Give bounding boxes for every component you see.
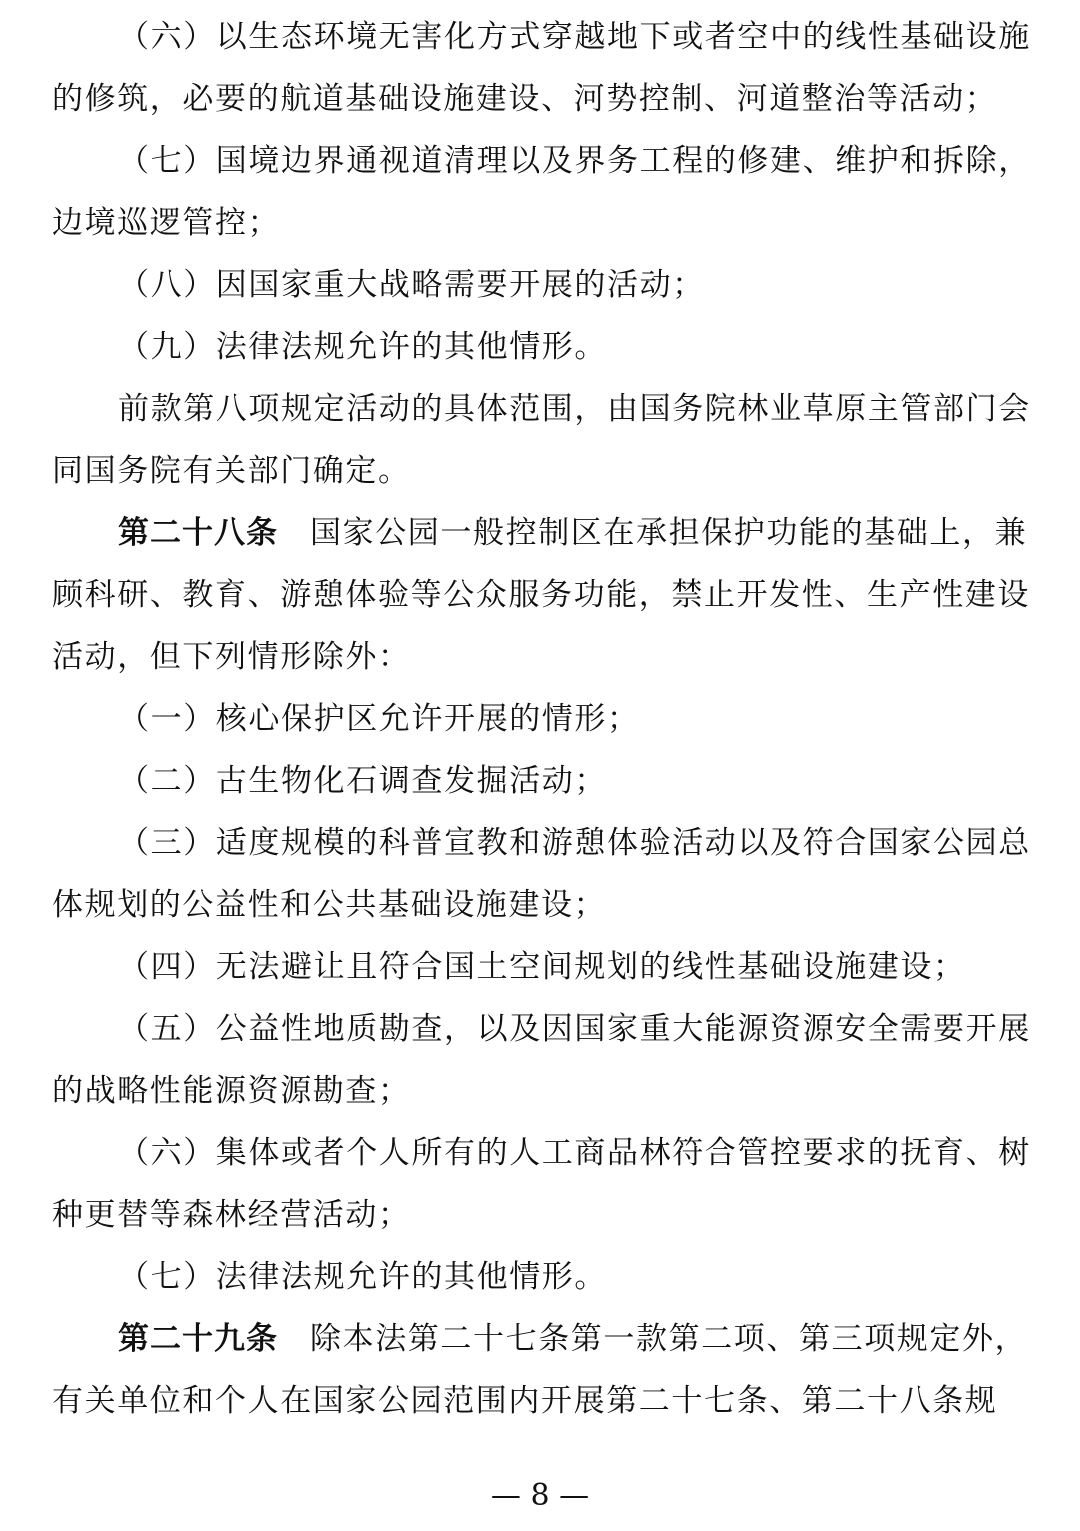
list-item-6b: （六）集体或者个人所有的人工商品林符合管控要求的抚育、树种更替等森林经营活动； xyxy=(52,1135,1031,1233)
list-item-6: （六）以生态环境无害化方式穿越地下或者空中的线性基础设施的修筑，必要的航道基础设施建设、河势控制、河道整治等活动； xyxy=(52,19,1031,117)
list-item-7: （七）国境边界通视道清理以及界务工程的修建、维护和拆除，边境巡逻管控； xyxy=(52,143,1031,241)
list-item-9: （九）法律法规允许的其他情形。 xyxy=(118,329,607,365)
list-item-4: （四）无法避让且符合国土空间规划的线性基础设施建设； xyxy=(118,949,966,985)
list-item-8: （八）因国家重大战略需要开展的活动； xyxy=(118,267,705,303)
page-number: — 8 — xyxy=(490,1478,590,1513)
list-item-3: （三）适度规模的科普宣教和游憩体验活动以及符合国家公园总体规划的公益性和公共基础设施建设； xyxy=(52,825,1031,923)
list-item-1: （一）核心保护区允许开展的情形； xyxy=(118,701,640,737)
article-29-heading: 第二十九条 xyxy=(118,1321,278,1357)
article-28-heading: 第二十八条 xyxy=(118,515,278,551)
document-page xyxy=(52,0,1037,1531)
article-29-paragraph: 第二十九条 除本法第二十七条第一款第二项、第三项规定外，有关单位和个人在国家公园范围内开展第二十七条、第二十八条规 xyxy=(52,1321,1028,1419)
paragraph-note: 前款第八项规定活动的具体范围，由国务院林业草原主管部门会同国务院有关部门确定。 xyxy=(52,391,1031,489)
article-28-paragraph: 第二十八条 国家公园一般控制区在承担保护功能的基础上，兼顾科研、教育、游憩体验等公众服务功能，禁止开发性、生产性建设活动，但下列情形除外： xyxy=(52,515,1030,675)
list-item-5: （五）公益性地质勘查，以及因国家重大能源资源安全需要开展的战略性能源资源勘查； xyxy=(52,1011,1031,1109)
document-body xyxy=(52,0,1037,1432)
list-item-7b: （七）法律法规允许的其他情形。 xyxy=(118,1259,607,1295)
list-item-2: （二）古生物化石调查发掘活动； xyxy=(118,763,607,799)
